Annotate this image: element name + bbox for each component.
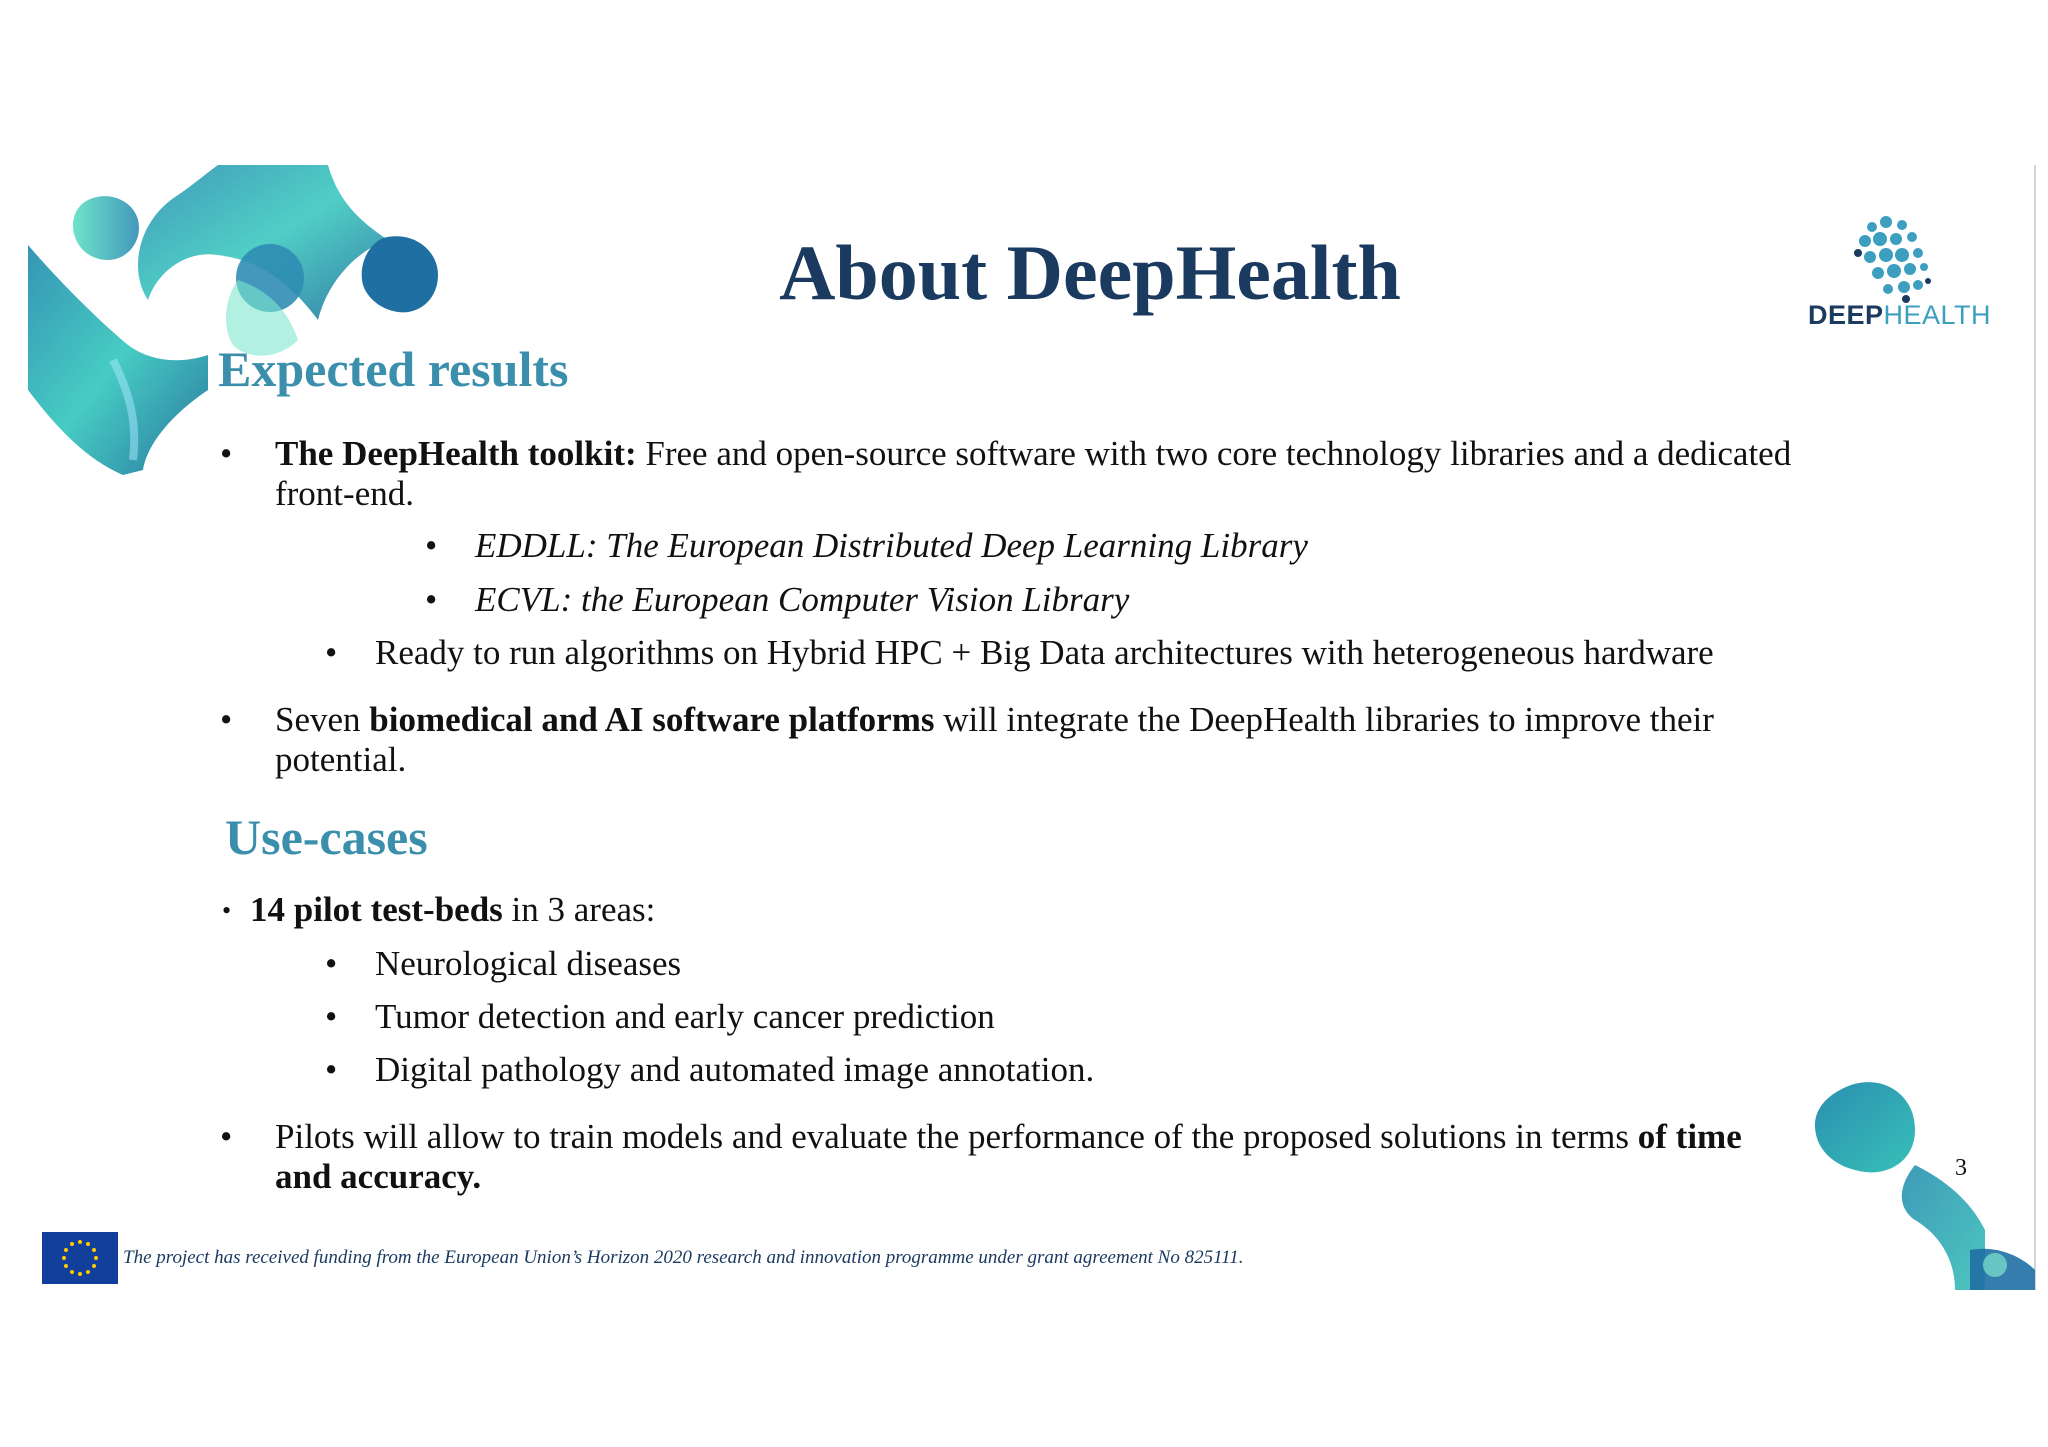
pilots-bullet xyxy=(275,1117,1875,1197)
page-number: 3 xyxy=(1955,1155,1967,1181)
platforms-line2: potential. xyxy=(275,740,407,779)
tumor-bullet: Tumor detection and early cancer prediction xyxy=(375,997,995,1036)
section-heading-expected-results: Expected results xyxy=(218,341,569,397)
bullet-marker: • xyxy=(425,526,438,565)
pilots-pre: Pilots will allow to train models and evaluate the performance of the proposed solutions in terms xyxy=(275,1117,1638,1156)
logo-word-deep: DEEP xyxy=(1808,300,1884,330)
bullet-marker: • xyxy=(325,1050,338,1089)
bullet-marker: • xyxy=(220,1117,233,1156)
toolkit-bullet xyxy=(275,434,1875,514)
bullet-marker: • xyxy=(325,997,338,1036)
eu-flag-icon xyxy=(42,1232,118,1284)
bullet-marker: • xyxy=(325,944,338,983)
logo-word-health: HEALTH xyxy=(1883,300,1992,330)
toolkit-line2: front-end. xyxy=(275,474,414,513)
platforms-rest: will integrate the DeepHealth libraries to improve their xyxy=(934,700,1714,739)
pathology-bullet: Digital pathology and automated image annotation. xyxy=(375,1050,1095,1089)
bullet-marker: • xyxy=(220,434,233,473)
bullet-marker: • xyxy=(222,896,232,925)
decorative-biomed-graphic-bottom xyxy=(1805,1070,2040,1290)
deephealth-logo-text xyxy=(1808,300,1991,331)
ecvl-bullet: ECVL: the European Computer Vision Library xyxy=(475,580,1130,619)
bullet-marker: • xyxy=(425,580,438,619)
toolkit-rest: Free and open-source software with two core technology libraries and a dedicated xyxy=(636,434,1792,473)
pilot-testbeds-bullet xyxy=(250,890,655,930)
neuro-bullet: Neurological diseases xyxy=(375,944,682,983)
pilot-testbeds-rest: in 3 areas: xyxy=(502,890,656,929)
bullet-marker: • xyxy=(220,700,233,739)
platforms-bold: biomedical and AI software platforms xyxy=(369,700,935,739)
ready-bullet: Ready to run algorithms on Hybrid HPC + Big Data architectures with heterogeneous hardware xyxy=(375,633,1714,672)
section-heading-use-cases: Use-cases xyxy=(225,809,428,865)
pilots-bold-1: of time xyxy=(1637,1117,1742,1156)
funding-footer: The project has received funding from the European Union’s Horizon 2020 research and innovation programme under grant agreement No 825111. xyxy=(123,1247,1244,1268)
slide-title: About DeepHealth xyxy=(779,229,1401,316)
eddll-bullet: EDDLL: The European Distributed Deep Learning Library xyxy=(475,526,1308,565)
pilot-testbeds-bold: 14 pilot test-beds xyxy=(250,890,503,929)
platforms-pre: Seven xyxy=(275,700,370,739)
toolkit-bold: The DeepHealth toolkit: xyxy=(275,434,637,473)
pilots-bold-2: and accuracy. xyxy=(275,1157,482,1196)
decorative-biomed-graphic-top xyxy=(28,160,498,480)
bullet-marker: • xyxy=(325,633,338,672)
platforms-bullet xyxy=(275,700,1875,780)
